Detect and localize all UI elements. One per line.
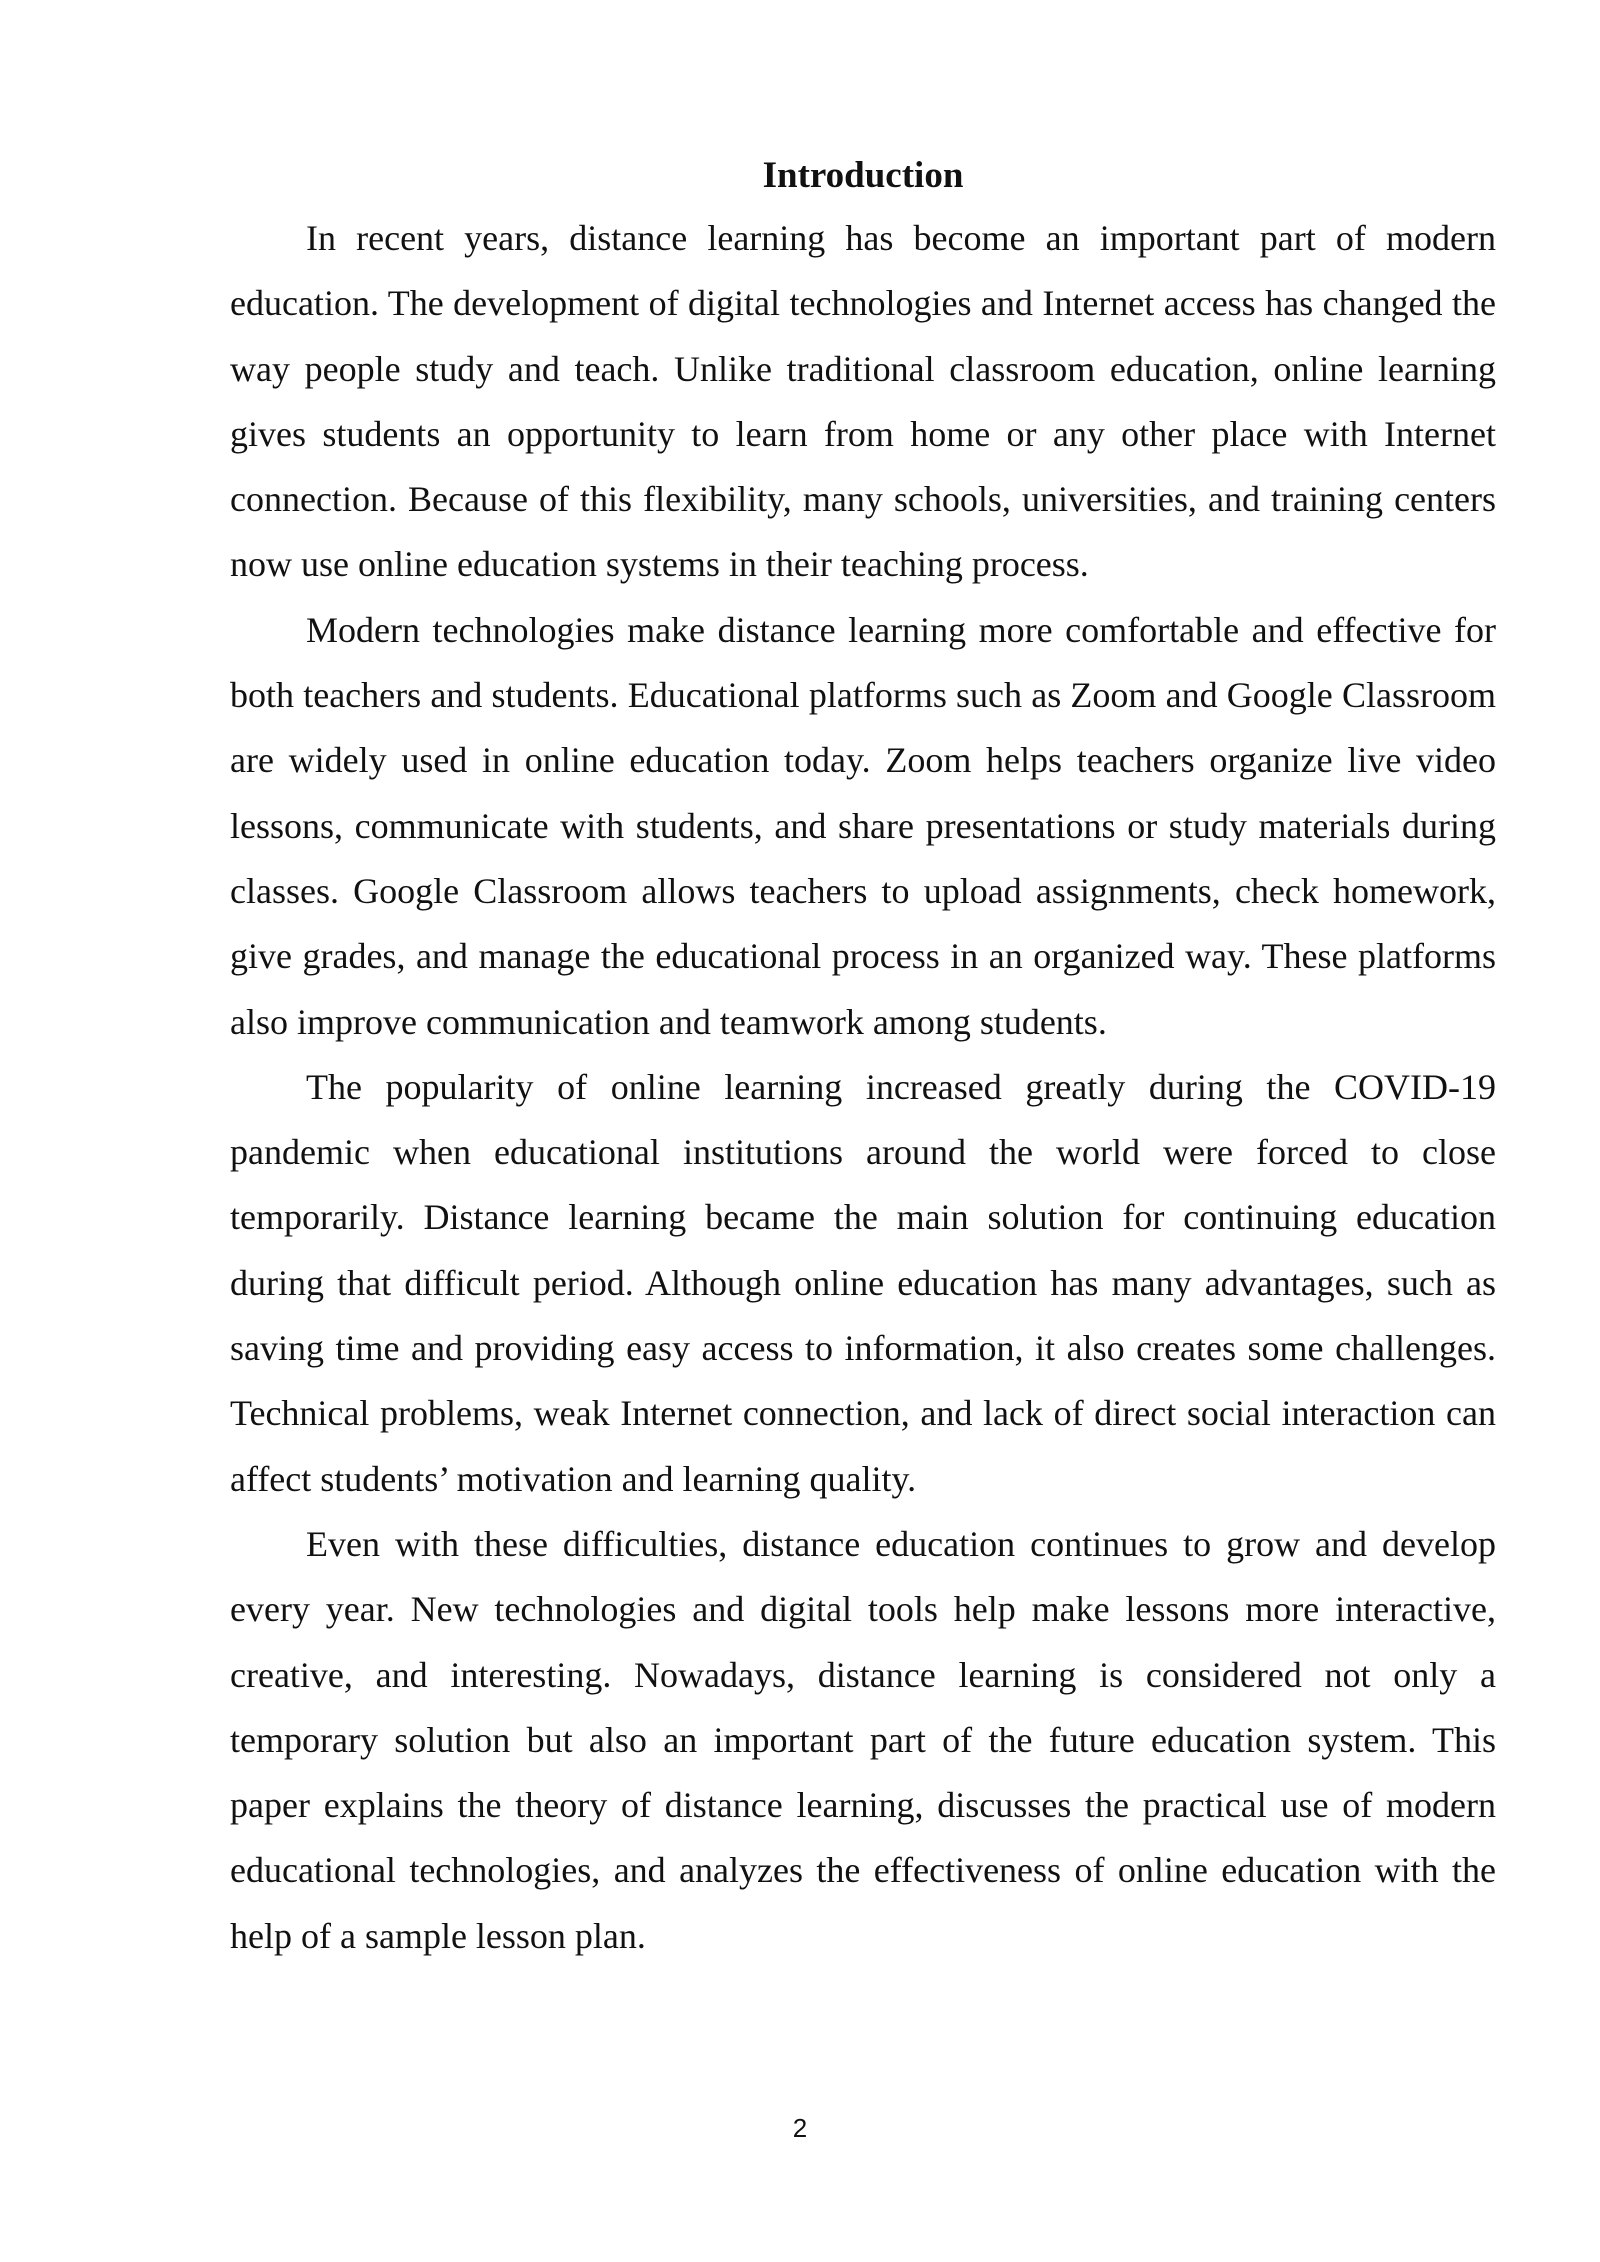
page-number: 2 <box>792 2113 808 2143</box>
paragraph-4: Even with these difficulties, distance education continues to grow and develop every year. New technologies and digital tools help make lessons more interactive, creative, and interesting. Nowadays, distance learning is considered not only a temporary solution but also an important part of the future education system. This paper explains the theory of distance learning, discusses the practical use of modern educational technologies, and analyzes the effectiveness of online education with the help of a sample lesson plan. <box>230 1523 1496 1956</box>
section-title: Introduction <box>762 155 964 196</box>
paragraph-1: In recent years, distance learning has become an important part of modern education. The development of digital technologies and Internet access has changed the way people study and teach. Unlike traditional classroom education, online learning gives students an opportunity to learn from home or any other place with Internet connection. Because of this flexibility, many schools, universities, and training centers now use online education systems in their teaching process. <box>230 218 1496 585</box>
paragraph-3: The popularity of online learning increased greatly during the COVID-19 pandemic when educational institutions around the world were forced to close temporarily. Distance learning became the main solution for continuing education during that difficult period. Although online education has many advantages, such as saving time and providing easy access to information, it also creates some challenges. Technical problems, weak Internet connection, and lack of direct social interaction can affect students’ motivation and learning quality. <box>230 1066 1496 1499</box>
paragraph-2: Modern technologies make distance learning more comfortable and effective for both teachers and students. Educational platforms such as Zoom and Google Classroom are widely used in online education today. Zoom helps teachers organize live video lessons, communicate with students, and share presentations or study materials during classes. Google Classroom allows teachers to upload assignments, check homework, give grades, and manage the educational process in an organized way. These platforms also improve communication and teamwork among students. <box>230 609 1496 1042</box>
page-content <box>230 146 1496 1969</box>
